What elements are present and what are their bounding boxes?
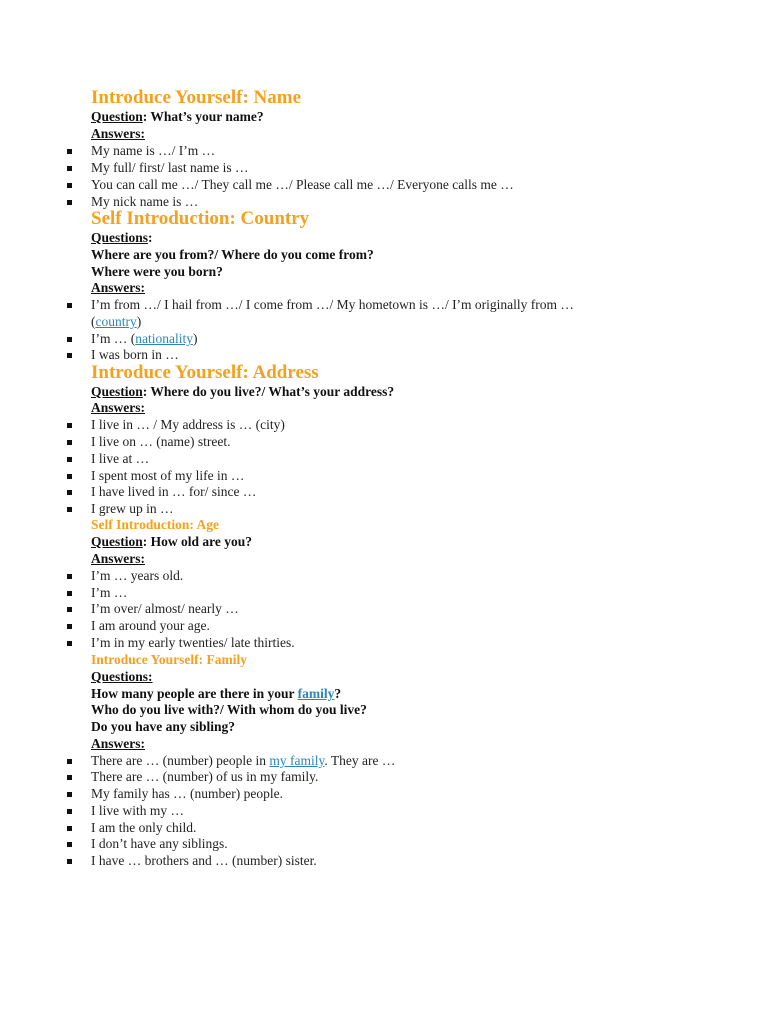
answers-label: Answers: xyxy=(91,400,145,415)
list-item: There are … (number) of us in my family. xyxy=(91,769,318,785)
bullet-icon xyxy=(67,200,72,205)
question-country-line1: Where are you from?/ Where do you come from? xyxy=(91,247,374,262)
bullet-icon xyxy=(67,826,72,831)
list-item: My nick name is … xyxy=(91,194,198,210)
country-link[interactable]: country xyxy=(95,314,137,329)
answers-label: Answers: xyxy=(91,280,145,295)
bullet-icon xyxy=(67,759,72,764)
question-country-label: Questions: xyxy=(91,230,153,245)
bullet-icon xyxy=(67,507,72,512)
list-item: I’m from …/ I hail from …/ I come from …/ My hometown is …/ I’m originally from … xyxy=(91,297,574,313)
question-address: Question: Where do you live?/ What’s your address? xyxy=(91,384,395,399)
list-item: I’m in my early twenties/ late thirties. xyxy=(91,635,295,651)
answers-label: Answers: xyxy=(91,126,145,141)
bullet-icon xyxy=(67,842,72,847)
bullet-icon xyxy=(67,440,72,445)
list-item: I spent most of my life in … xyxy=(91,468,244,484)
bullet-icon xyxy=(67,423,72,428)
list-item: I grew up in … xyxy=(91,501,173,517)
bullet-icon xyxy=(67,574,72,579)
list-item: There are … (number) people in my family. They are … xyxy=(91,753,395,769)
nationality-link[interactable]: nationality xyxy=(135,331,193,346)
question-label: Questions xyxy=(91,230,149,245)
list-item: I’m over/ almost/ nearly … xyxy=(91,601,239,617)
question-text: : What’s your name? xyxy=(142,109,264,124)
bullet-icon xyxy=(67,641,72,646)
list-item: I was born in … xyxy=(91,347,179,363)
my-family-link[interactable]: my family xyxy=(269,753,325,768)
list-item: I’m … (nationality) xyxy=(91,331,198,347)
question-family-3: Do you have any sibling? xyxy=(91,719,236,734)
bullet-icon xyxy=(67,809,72,814)
bullet-icon xyxy=(67,859,72,864)
question-country-line2: Where were you born? xyxy=(91,264,223,279)
question-family-1: How many people are there in your family? xyxy=(91,686,342,701)
bullet-icon xyxy=(67,607,72,612)
bullet-icon xyxy=(67,337,72,342)
bullet-icon xyxy=(67,353,72,358)
question-label: Question xyxy=(91,384,143,399)
heading-address: Introduce Yourself: Address xyxy=(91,362,319,383)
bullet-icon xyxy=(67,166,72,171)
answers-label: Answers: xyxy=(91,736,145,751)
heading-name: Introduce Yourself: Name xyxy=(91,87,302,108)
list-item: I’m … xyxy=(91,585,127,601)
heading-family: Introduce Yourself: Family xyxy=(91,652,247,667)
list-item: My family has … (number) people. xyxy=(91,786,283,802)
bullet-icon xyxy=(67,303,72,308)
answers-label: Answers: xyxy=(91,551,145,566)
questions-label: Questions: xyxy=(91,669,153,684)
list-item: I have … brothers and … (number) sister. xyxy=(91,853,317,869)
list-item: I don’t have any siblings. xyxy=(91,836,228,852)
bullet-icon xyxy=(67,490,72,495)
bullet-icon xyxy=(67,591,72,596)
heading-age: Self Introduction: Age xyxy=(91,517,220,532)
list-item: My full/ first/ last name is … xyxy=(91,160,249,176)
list-item: I live with my … xyxy=(91,803,184,819)
list-item: I live in … / My address is … (city) xyxy=(91,417,285,433)
bullet-icon xyxy=(67,775,72,780)
family-link[interactable]: family xyxy=(297,686,335,701)
question-label: Question xyxy=(91,109,143,124)
list-item: My name is …/ I’m … xyxy=(91,143,215,159)
bullet-icon xyxy=(67,792,72,797)
list-item: I live at … xyxy=(91,451,149,467)
list-item: You can call me …/ They call me …/ Please call me …/ Everyone calls me … xyxy=(91,177,514,193)
list-item: I have lived in … for/ since … xyxy=(91,484,256,500)
bullet-icon xyxy=(67,183,72,188)
list-item: I am around your age. xyxy=(91,618,210,634)
question-age: Question: How old are you? xyxy=(91,534,253,549)
heading-country: Self Introduction: Country xyxy=(91,208,310,229)
question-label: Question xyxy=(91,534,143,549)
list-item: I live on … (name) street. xyxy=(91,434,230,450)
bullet-icon xyxy=(67,624,72,629)
bullet-icon xyxy=(67,474,72,479)
question-name xyxy=(91,109,264,125)
question-family-2: Who do you live with?/ With whom do you live? xyxy=(91,702,367,717)
list-item-continuation: (country) xyxy=(91,314,142,329)
bullet-icon xyxy=(67,457,72,462)
bullet-icon xyxy=(67,149,72,154)
list-item: I am the only child. xyxy=(91,820,196,836)
list-item: I’m … years old. xyxy=(91,568,183,584)
